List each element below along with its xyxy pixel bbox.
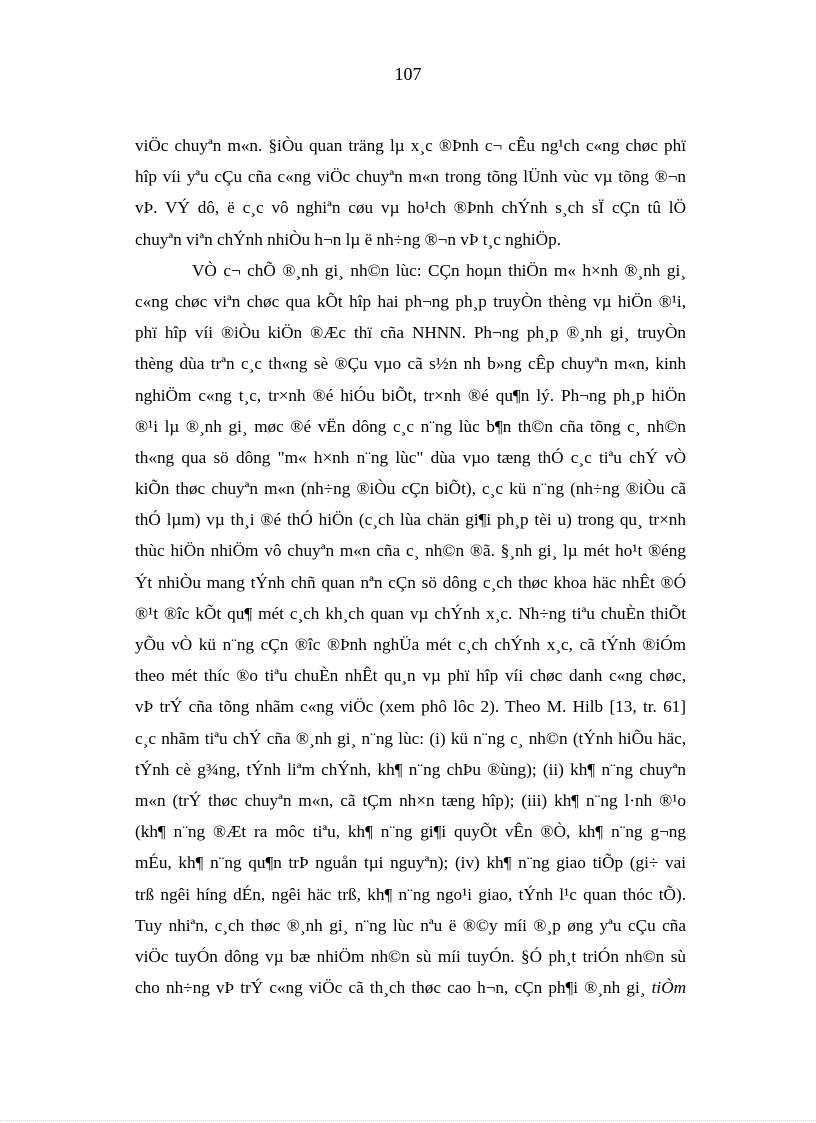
text-line: chuyªn viªn chÝnh nhiÒu h¬n lµ ë nh÷ng ®¬n vÞ t¸c nghiÖp. [135,229,561,249]
text-line: vÞ trÝ cña tõng nhãm c«ng viÖc (xem phô lôc 2). Theo M. Hilb [13, tr. 61] [135,697,686,717]
paragraph-first-line: VÒ c¬ chÕ ®¸nh gi¸ nh©n lùc: CÇn hoµn thiÖn m« h×nh ®¸nh gi¸ [192,260,686,280]
text-line: (kh¶ n¨ng ®Æt ra môc tiªu, kh¶ n¨ng gi¶i quyÕt vÊn ®Ò, kh¶ n¨ng g¬ng [135,822,686,842]
text-line: vÞ. VÝ dô, ë c¸c vô nghiªn cøu vµ ho¹ch ®Þnh chÝnh s¸ch sÏ cÇn tû lÖ [135,198,686,218]
text-line: phï hîp víi ®iÒu kiÖn ®Æc thï cña NHNN. Ph¬ng ph¸p ®¸nh gi¸ truyÒn [135,323,686,343]
text-line: th«ng qua sö dông "m« h×nh n¨ng lùc" dùa vµo tæng thÓ c¸c tiªu chÝ vÒ [135,447,686,467]
text-line: hîp víi yªu cÇu cña c«ng viÖc chuyªn m«n trong tõng lÜnh vùc vµ tõng ®¬n [135,167,686,187]
text-line: c¸c nhãm tiªu chÝ cña ®¸nh gi¸ n¨ng lùc: (i) kü n¨ng c¸ nh©n (tÝnh hiÕu häc, [135,728,686,748]
text-line: viÖc chuyªn m«n. §iÒu quan träng lµ x¸c ®Þnh c¬ cÊu ng¹ch c«ng chøc phï [135,136,686,155]
text-line: thùc hiÖn nhiÖm vô chuyªn m«n cña c¸ nh©n ®ã. §¸nh gi¸ lµ mét ho¹t ®éng [135,541,686,561]
text-line: nghiÖm c«ng t¸c, tr×nh ®é hiÓu biÕt, tr×nh ®é qu¶n lý. Ph¬ng ph¸p hiÖn [135,385,686,405]
text-line: theo mét thíc ®o tiªu chuÈn nhÊt qu¸n vµ phï hîp víi chøc danh c«ng chøc, [135,666,686,686]
text-line: c«ng chøc viªn chøc qua kÕt hîp hai ph¬ng ph¸p truyÒn thèng vµ hiÖn ®¹i, [135,291,686,311]
text-line: mÉu, kh¶ n¨ng qu¶n trÞ nguån tµi nguyªn); (iv) kh¶ n¨ng giao tiÕp (gi÷ vai [135,853,686,873]
text-line: Tuy nhiªn, c¸ch thøc ®¸nh gi¸ n¨ng lùc nªu ë ®©y míi ®¸p øng yªu cÇu cña [135,915,686,935]
italic-continuation: tiÒm [651,978,686,998]
text-line: kiÕn thøc chuyªn m«n (nh÷ng ®iÒu cÇn biÕt), c¸c kü n¨ng (nh÷ng ®iÒu cã [135,479,686,499]
page-number: 107 [394,64,422,84]
last-text-line [135,972,686,1003]
text-line: thÓ lµm) vµ th¸i ®é thÓ hiÖn (c¸ch lùa chän gi¶i ph¸p tèi u) trong qu¸ tr×nh [135,510,686,530]
text-line: viÖc tuyÓn dông vµ bæ nhiÖm nh©n sù míi tuyÓn. §Ó ph¸t triÓn nh©n sù [135,946,686,966]
text-line: thèng dùa trªn c¸c th«ng sè ®Çu vµo cã s½n nh b»ng cÊp chuyªn m«n, kinh [135,354,686,374]
text-line: Ýt nhiÒu mang tÝnh chñ quan nªn cÇn sö dông c¸ch thøc khoa häc nhÊt ®Ó [135,572,686,592]
text-line: ®¹t ®îc kÕt qu¶ mét c¸ch kh¸ch quan vµ chÝnh x¸c. Nh÷ng tiªu chuÈn thiÕt [135,603,686,623]
body-text [135,130,686,1003]
last-line-text: cho nh÷ng vÞ trÝ c«ng viÖc cã th¸ch thøc cao h¬n, cÇn ph¶i ®¸nh gi¸ [135,978,646,998]
text-line: trß ngêi híng dÉn, ngêi häc trß, kh¶ n¨ng ngo¹i giao, tÝnh l¹c quan thóc tÕ). [135,884,686,904]
text-line: tÝnh cè g¾ng, tÝnh liªm chÝnh, kh¶ n¨ng chÞu ®ùng); (ii) kh¶ n¨ng chuyªn [135,759,686,779]
text-line: m«n (trÝ thøc chuyªn m«n, cã tÇm nh×n tæng hîp); (iii) kh¶ n¨ng l·nh ®¹o [135,790,686,810]
text-line: yÕu vÒ kü n¨ng cÇn ®îc ®Þnh nghÜa mét c¸ch chÝnh x¸c, cã tÝnh ®iÓm [135,635,686,654]
text-line: ®¹i lµ ®¸nh gi¸ møc ®é vËn dông c¸c n¨ng lùc b¶n th©n cña tõng c¸ nh©n [135,416,686,436]
bottom-divider [0,1120,816,1121]
